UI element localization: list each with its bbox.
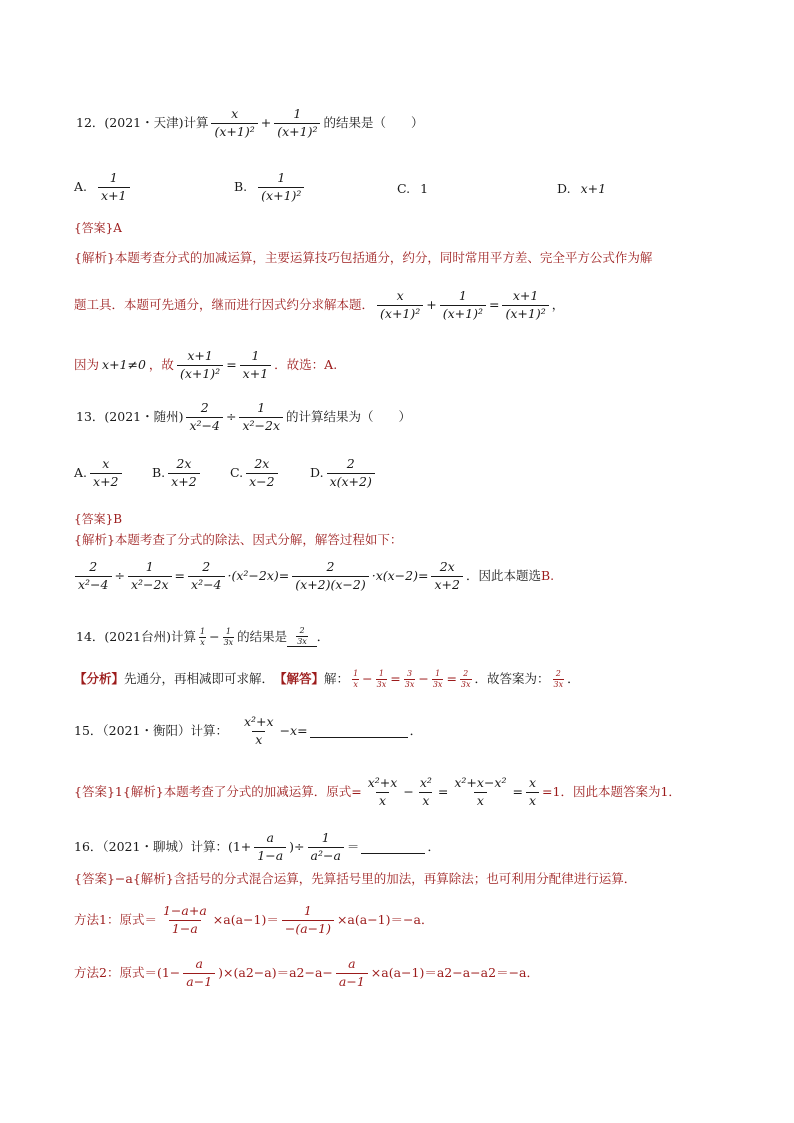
q16-answer-blank[interactable]: [361, 841, 425, 854]
q13-option-a: A. $\frac{x}{x+2}$: [74, 458, 125, 488]
q12-stem: [76, 108, 423, 138]
q12-option-c: C. 1: [397, 181, 429, 196]
q16-method-1: 方法1：原式＝ $\frac{1-a+a}{1-a}$ ×a(a−1)＝ $\frac{1}{-(a-1)}$ ×a(a−1)＝−a．: [74, 903, 434, 936]
q13-answer: {答案}B: [74, 512, 123, 526]
q12-option-d: D. x+1: [557, 181, 607, 196]
q16-stem: 16．（2021・聊城）计算：(1+ $\frac{a}{1-a}$ )÷ $\frac{1}{\text{a²−a}}$ ＝ ．: [74, 830, 440, 863]
q13-option-d: D. $\frac{2}{x(x+2)}$: [310, 458, 378, 488]
q16-answer: {答案}−a{解析}含括号的分式混合运算，先算括号里的加法，再算除法；也可利用分配律进行运算．: [74, 871, 637, 886]
plus-sign: +: [260, 114, 272, 130]
q12-analysis-3: 因为 x+1≠0 ，故 $\frac{x+1}{\text{(x+1)²}}$ = $\frac{1}{x+1}$ ．故选： A.: [74, 348, 338, 381]
q12-option-a: A. $\frac{1}{x+1}$: [74, 172, 133, 202]
q13-solution: $\frac{2}{\text{x²−4}}$ ÷ $\frac{1}{\text{x²−2x}}$ = $\frac{2}{\text{x²−4}}$ ·(x²−2x)= $\frac{2}{(x+2)(x-2)}$ ·x(x−2)= $\frac{2x}{x+2}$ ．因此本题选 B.: [72, 561, 554, 591]
q13-option-b: B. $\frac{2x}{x+2}$: [152, 458, 203, 488]
q12-prefix: 12．(2021・天津)计算: [76, 114, 209, 130]
q12-term1: $\frac{x}{\text{(x+1)²}}$: [211, 108, 257, 138]
q12-suffix: 的结果是（ ）: [323, 114, 424, 130]
q12-analysis-1: {解析}本题考查分式的加减运算，主要运算技巧包括通分，约分，同时常用平方差、完全平方公式作为解: [74, 250, 653, 265]
q13-analysis: {解析}本题考查了分式的除法、因式分解，解答过程如下：: [74, 532, 403, 547]
q12-option-b: B. $\frac{1}{\text{(x+1)²}}$: [234, 172, 307, 202]
q13-option-c: C. $\frac{2x}{x-2}$: [230, 458, 281, 488]
q14-stem: 14．(2021台州)计算 $\frac{1}{x}$ − $\frac{1}{3x}$ 的结果是 $\frac{2}{3x}$ ．: [76, 626, 330, 647]
q12-answer: {答案}A: [74, 221, 122, 235]
q12-term2: $\frac{1}{\text{(x+1)²}}$: [274, 108, 320, 138]
q16-method-2: 方法2：原式＝(1− $\frac{a}{a-1}$ )×(a2−a)＝a2−a− $\frac{a}{a-1}$ ×a(a−1)＝a2−a−a2＝−a．: [74, 956, 539, 989]
q15-answer-blank[interactable]: [310, 725, 408, 738]
q12-analysis-2: 题工具．本题可先通分，继而进行因式约分求解本题． $\frac{x}{\text{(x+1)²}}$ + $\frac{1}{\text{(x+1)²}}$ = $\frac{x+1}{\text{(x+1)²}}$ ，: [74, 288, 565, 321]
q15-stem: 15．（2021・衡阳）计算： $\frac{\text{x²+x}}{x}$ −x= ．: [74, 714, 423, 747]
q14-solution: 【分析】 先通分，再相减即可求解． 【解答】 解： $\frac{1}{x}$ − $\frac{1}{3x}$ = $\frac{3}{3x}$ − $\frac{1}{3x}$ = $\frac{2}{3x}$ ．故答案为： $\frac{2}{3x}$ ．: [74, 669, 580, 689]
q15-solution: {答案}1{解析}本题考查了分式的加减运算．原式= $\frac{\text{x²+x}}{x}$ − $\frac{\text{x²}}{x}$ = $\frac{\text{x²+x−x²}}{x}$ = $\frac{x}{x}$ =1．因此本题答案为1．: [74, 775, 681, 808]
q13-stem: 13．(2021・随州) $\frac{2}{\text{x²−4}}$ ÷ $\frac{1}{\text{x²−2x}}$ 的计算结果为（ ）: [76, 400, 412, 433]
